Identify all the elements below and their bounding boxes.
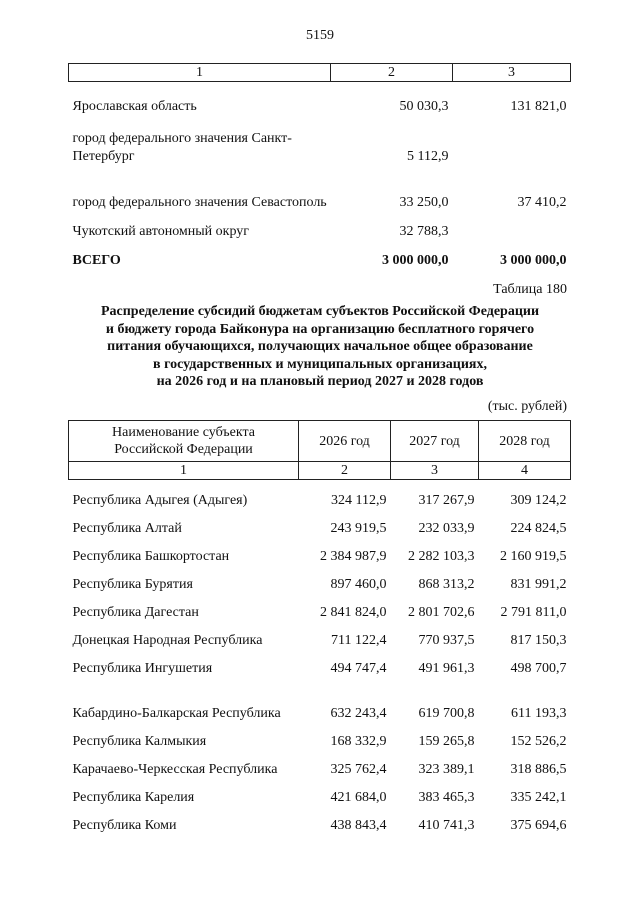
- value-2027: 2 801 702,6: [408, 604, 475, 620]
- value-cell: 32 788,3: [399, 223, 449, 239]
- table-row: [69, 650, 571, 678]
- table-row: [69, 82, 571, 116]
- title-line: питания обучающихся, получающих начальное общее образование: [107, 339, 533, 354]
- table-row: [69, 166, 571, 212]
- value-2026: 2 384 987,9: [320, 548, 387, 564]
- header-2026: 2026 год: [299, 421, 391, 462]
- value-cell: [453, 212, 571, 241]
- value-2028: 498 700,7: [510, 660, 567, 676]
- value-2028: 309 124,2: [510, 492, 567, 508]
- value-2026: 711 122,4: [331, 632, 387, 648]
- value-2027: 159 265,8: [418, 733, 475, 749]
- table-title: [60, 303, 580, 391]
- value-2027: 770 937,5: [418, 632, 475, 648]
- column-number: 3: [391, 462, 479, 480]
- value-2026: 243 919,5: [330, 520, 387, 536]
- region-name: Ярославская область: [72, 98, 197, 114]
- region-name: Республика Бурятия: [72, 576, 193, 592]
- value-2026: 632 243,4: [330, 705, 387, 721]
- column-number-row: [69, 462, 571, 480]
- table-row: [69, 678, 571, 723]
- value-2028: 817 150,3: [510, 632, 567, 648]
- value-2027: 619 700,8: [418, 705, 475, 721]
- value-2027: 232 033,9: [418, 520, 475, 536]
- table-row: [69, 723, 571, 751]
- value-2028: 318 886,5: [510, 761, 567, 777]
- region-name: Кабардино-Балкарская Республика: [72, 705, 281, 721]
- region-name: Республика Алтай: [72, 520, 182, 536]
- value-cell: [453, 116, 571, 166]
- value-2028: 831 991,2: [510, 576, 567, 592]
- column-number: 1: [69, 462, 299, 480]
- column-number-row: [69, 64, 571, 82]
- value-2028: 335 242,1: [510, 789, 567, 805]
- table-row: [69, 566, 571, 594]
- total-value: 3 000 000,0: [382, 252, 449, 268]
- value-2027: 317 267,9: [418, 492, 475, 508]
- value-2026: 438 843,4: [330, 817, 387, 833]
- column-number: 1: [69, 64, 331, 82]
- value-cell: 50 030,3: [399, 98, 449, 114]
- value-2026: 324 112,9: [331, 492, 387, 508]
- value-2027: 383 465,3: [418, 789, 475, 805]
- value-cell: 33 250,0: [399, 194, 449, 210]
- table-row: [69, 622, 571, 650]
- value-2027: 2 282 103,3: [408, 548, 475, 564]
- region-name: Чукотский автономный округ: [72, 223, 250, 239]
- table-row: [69, 480, 571, 510]
- header-region: Наименование субъекта Российской Федерации: [69, 421, 299, 462]
- value-2028: 152 526,2: [510, 733, 567, 749]
- value-2028: 611 193,3: [511, 705, 567, 721]
- region-name: Республика Адыгея (Адыгея): [72, 492, 248, 508]
- value-cell: 5 112,9: [407, 148, 449, 164]
- value-2026: 897 460,0: [330, 576, 387, 592]
- region-name: город федерального значения Севастополь: [72, 194, 327, 210]
- total-value: 3 000 000,0: [500, 252, 567, 268]
- value-2028: 375 694,6: [510, 817, 567, 833]
- subsidy-table: [68, 420, 571, 835]
- value-2026: 168 332,9: [330, 733, 387, 749]
- region-name: Республика Ингушетия: [72, 660, 213, 676]
- value-2028: 2 791 811,0: [500, 604, 567, 620]
- header-row: [69, 421, 571, 462]
- value-cell: 131 821,0: [510, 98, 567, 114]
- region-name: Республика Дагестан: [72, 604, 199, 620]
- table-row: [69, 594, 571, 622]
- column-number: 2: [331, 64, 453, 82]
- table-row: [69, 510, 571, 538]
- table-row: [69, 538, 571, 566]
- value-cell: 37 410,2: [517, 194, 567, 210]
- table-row: [69, 779, 571, 807]
- table-row: [69, 807, 571, 835]
- value-2026: 494 747,4: [330, 660, 387, 676]
- units-label: (тыс. рублей): [487, 399, 567, 414]
- value-2027: 868 313,2: [418, 576, 475, 592]
- region-name: Республика Калмыкия: [72, 733, 207, 749]
- value-2026: 421 684,0: [330, 789, 387, 805]
- column-number: 4: [479, 462, 571, 480]
- title-line: и бюджету города Байконура на организацию бесплатного горячего: [105, 321, 535, 337]
- region-name: Республика Башкортостан: [72, 548, 230, 564]
- region-name: Донецкая Народная Республика: [72, 632, 263, 648]
- value-2027: 491 961,3: [418, 660, 475, 676]
- value-2026: 2 841 824,0: [320, 604, 387, 620]
- title-line: на 2026 год и на плановый период 2027 и 2028 годов: [156, 374, 484, 389]
- value-2028: 2 160 919,5: [500, 548, 567, 564]
- header-2028: 2028 год: [479, 421, 571, 462]
- table-label: Таблица 180: [493, 282, 567, 297]
- page-number: 5159: [306, 28, 334, 43]
- table-row: [69, 212, 571, 241]
- total-row: [69, 241, 571, 270]
- column-number: 3: [453, 64, 571, 82]
- region-name: город федерального значения Санкт-Петербург: [72, 130, 292, 164]
- table-row: [69, 751, 571, 779]
- region-name: Республика Коми: [72, 817, 177, 833]
- total-label: ВСЕГО: [72, 252, 121, 268]
- title-line: в государственных и муниципальных организациях,: [153, 356, 487, 372]
- title-line: Распределение субсидий бюджетам субъектов Российской Федерации: [100, 304, 540, 319]
- value-2027: 323 389,1: [418, 761, 475, 777]
- table-row: [69, 116, 571, 166]
- column-number: 2: [299, 462, 391, 480]
- header-2027: 2027 год: [391, 421, 479, 462]
- value-2026: 325 762,4: [330, 761, 387, 777]
- continuation-table: [68, 63, 571, 270]
- region-name: Республика Карелия: [72, 789, 195, 805]
- value-2027: 410 741,3: [418, 817, 475, 833]
- value-2028: 224 824,5: [510, 520, 567, 536]
- region-name: Карачаево-Черкесская Республика: [72, 761, 278, 777]
